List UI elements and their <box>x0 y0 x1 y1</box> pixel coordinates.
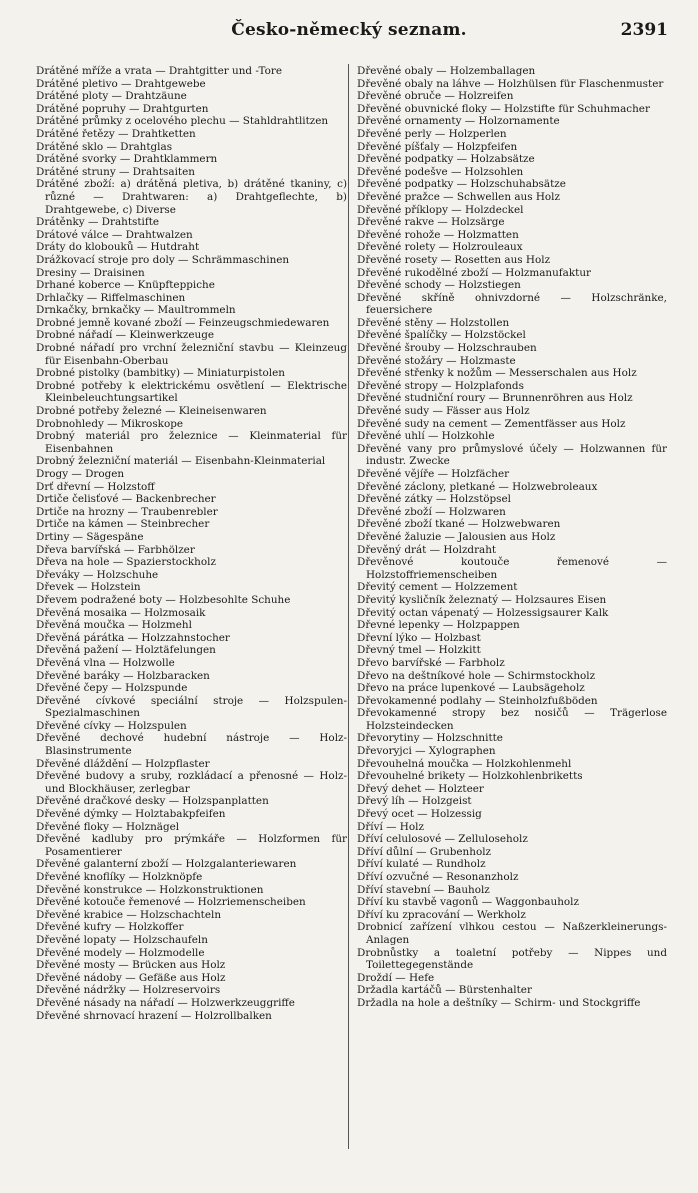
index-entry: Dřevěná párátka — Holzzahnstocher <box>36 631 230 644</box>
index-entry: Drobný materiál pro železnice — Kleinmaterial für Eisenbahnen <box>36 430 347 455</box>
index-entry: Drátěnky — Drahtstifte <box>36 216 160 229</box>
index-entry: Dřevěná moučka — Holzmehl <box>36 619 192 632</box>
index-entry: Drtiče čelisťové — Backenbrecher <box>36 493 216 506</box>
index-entry: Dřeva na hole — Spazierstockholz <box>36 556 216 569</box>
column-divider <box>348 64 349 1149</box>
index-entry: Dřevěné ornamenty — Holzornamente <box>357 115 560 128</box>
index-entry: Dřevěné knoflíky — Holzknöpfe <box>36 871 203 883</box>
index-entry: Drátěné pletivo — Drahtgewebe <box>36 77 206 90</box>
index-entry: Dřevěné obaly na láhve — Holzhülsen für Flaschenmuster <box>357 77 664 90</box>
index-entry: Dřevěné podešve — Holzsohlen <box>357 165 524 178</box>
index-entry: Drátěné řetězy — Drahtketten <box>36 127 196 140</box>
index-entry: Dřevěné zboží — Holzwaren <box>357 505 506 518</box>
index-entry: Dřevěné dračkové desky — Holzspanplatten <box>36 795 269 808</box>
index-entry: Dřevěné sudy — Fässer aus Holz <box>357 405 530 418</box>
index-entry: Dřevěné shrnovací hrazení — Holzrollbalken <box>36 1009 272 1022</box>
index-entry: Dřevoryjci — Xylographen <box>357 745 496 758</box>
index-entry: Drhané koberce — Knüpfteppiche <box>36 279 215 292</box>
page-number: 2391 <box>620 20 668 40</box>
index-entry: Dřeva barvířská — Farbhölzer <box>36 543 195 556</box>
index-entry: Drážkovací stroje pro doly — Schrämmaschinen <box>36 253 290 266</box>
index-entry: Dřevěné cívky — Holzspulen <box>36 719 187 732</box>
index-entry: Dřevý dehet — Holzteer <box>357 782 484 795</box>
index-entry: Dřevěné podpatky — Holzabsätze <box>357 153 535 166</box>
index-entry: Dřevěné vany pro průmyslové účely — Holzwannen für industr. Zwecke <box>357 442 667 468</box>
index-entry: Dřevěné žaluzie — Jalousien aus Holz <box>357 530 556 543</box>
index-entry: Drobnohledy — Mikroskope <box>36 417 184 430</box>
index-entry: Dřevěné násady na nářadí — Holzwerkzeuggriffe <box>36 996 295 1009</box>
index-entry: Dřevěné podpatky — Holzschuhabsätze <box>357 178 566 191</box>
index-entry: Dřevo na práce lupenkové — Laubsägeholz <box>357 682 585 695</box>
index-entry: Drobné potřeby železné — Kleineisenwaren <box>36 405 267 418</box>
index-entry: Dřevěné záclony, pletkané — Holzwebroleaux <box>357 480 598 493</box>
index-entry: Dřevěná vlna — Holzwolle <box>36 656 175 669</box>
index-entry: Drátěné svorky — Drahtklammern <box>36 153 218 166</box>
index-entry: Dřevěné galanterní zboží — Holzgalanteriewaren <box>36 858 297 871</box>
index-entry: Dřevěné špalíčky — Holzstöckel <box>357 329 526 342</box>
index-entry: Dřevěné skříně ohnivzdorné — Holzschränke, feuersichere <box>357 291 667 317</box>
index-entry: Dříví kulaté — Rundholz <box>357 858 486 871</box>
left-column <box>36 65 347 1022</box>
index-entry: Dřevěné perly — Holzperlen <box>357 127 507 140</box>
index-entry: Dřevné lepenky — Holzpappen <box>357 619 520 632</box>
index-entry: Dřevěné lopaty — Holzschaufeln <box>36 933 208 946</box>
page-header <box>0 20 698 46</box>
index-entry: Dřevěné stožáry — Holzmaste <box>357 354 516 367</box>
index-entry: Dřevěná pažení — Holztäfelungen <box>36 644 216 657</box>
index-entry: Drobné jemně kované zboží — Feinzeugschmiedewaren <box>36 316 330 329</box>
index-entry: Dříví ku zpracování — Werkholz <box>357 908 526 921</box>
index-entry: Drobné nářadí pro vrchní železniční stavbu — Kleinzeug für Eisenbahn-Oberbau <box>36 342 347 367</box>
index-entry: Drátěné průmky z ocelového plechu — Stahldrahtlitzen <box>36 115 329 128</box>
index-entry: Dřevěné kadluby pro prýmkáře — Holzformen für Posamentierer <box>36 833 347 858</box>
index-entry: Droždí — Hefe <box>357 971 435 984</box>
index-entry: Drtiče na kámen — Steinbrecher <box>36 518 210 531</box>
index-entry: Dřevokamenné stropy bez nosičů — Trägerlose Holzsteindecken <box>357 707 667 732</box>
index-entry: Drátěné popruhy — Drahtgurten <box>36 102 209 115</box>
index-entry: Dřevěnové koutouče řemenové — Holzstoffriemenscheiben <box>357 556 667 581</box>
index-entry: Dřevěné vějíře — Holzfächer <box>357 468 510 480</box>
index-entry: Dřevý líh — Holzgeist <box>357 795 472 808</box>
index-entry: Dřevěné obuvnické floky — Holzstifte für Schuhmacher <box>357 102 650 115</box>
index-entry: Drobný železniční materiál — Eisenbahn-Kleinmaterial <box>36 455 326 468</box>
index-entry: Dřevěné dechové hudební nástroje — Holz-Blasinstrumente <box>36 732 347 758</box>
index-entry: Drátěné ploty — Drahtzäune <box>36 90 187 103</box>
index-entry: Dřevný tmel — Holzkitt <box>357 644 481 657</box>
index-entry: Dřevěné rakve — Holzsärge <box>357 216 505 229</box>
index-entry: Dřevěné cívkové speciální stroje — Holzspulen-Spezialmaschinen <box>36 694 347 720</box>
index-entry: Dřevěné konstrukce — Holzkonstruktionen <box>36 883 264 896</box>
index-entry: Dřevěné zboží tkané — Holzwebwaren <box>357 518 561 531</box>
index-entry: Dřevěné příklopy — Holzdeckel <box>357 203 524 216</box>
index-entry: Dřevěné rosety — Rosetten aus Holz <box>357 253 551 266</box>
page-title: Česko-německý seznam. <box>231 20 467 40</box>
index-entry: Dřevěné kotouče řemenové — Holzriemenscheiben <box>36 896 306 909</box>
index-entry: Dřevorytiny — Holzschnitte <box>357 732 503 745</box>
index-entry: Drobnicí zařízení vlhkou cestou — Naßzerkleinerungs-Anlagen <box>357 921 667 946</box>
index-entry: Dřevý ocet — Holzessig <box>357 808 482 821</box>
index-entry: Drátěné mříže a vrata — Drahtgitter und -Tore <box>36 65 283 77</box>
index-entry: Drátové válce — Drahtwalzen <box>36 228 193 241</box>
index-entry: Drobné pistolky (bambitky) — Miniaturpistolen <box>36 367 285 380</box>
index-entry: Dřevěné šrouby — Holzschrauben <box>357 342 537 355</box>
index-entry: Drhlačky — Riffelmaschinen <box>36 291 186 304</box>
index-entry: Dřevěné studniční roury — Brunnenröhren aus Holz <box>357 392 633 405</box>
index-entry: Drogy — Drogen <box>36 468 125 480</box>
index-entry: Držadla kartáčů — Bürstenhalter <box>357 984 532 997</box>
index-entry: Dřevem podražené boty — Holzbesohlte Schuhe <box>36 593 291 606</box>
index-entry: Dřevěné rukodělné zboží — Holzmanufaktur <box>357 266 591 279</box>
index-entry: Dřevěné nádržky — Holzreservoirs <box>36 984 221 997</box>
index-entry: Dřevo barvířské — Farbholz <box>357 656 505 669</box>
index-entry: Dřevěné čepy — Holzspunde <box>36 682 188 695</box>
index-entry: Dřevěné střenky k nožům — Messerschalen aus Holz <box>357 367 637 380</box>
index-entry: Dřevěné rolety — Holzrouleaux <box>357 241 523 254</box>
index-entry: Dřevěné mosty — Brücken aus Holz <box>36 959 226 972</box>
index-entry: Dřevěné modely — Holzmodelle <box>36 946 205 959</box>
index-entry: Dřevěné zátky — Holzstöpsel <box>357 493 511 506</box>
index-entry: Drnkačky, brnkačky — Maultrommeln <box>36 304 236 317</box>
index-entry: Dřevo na deštníkové hole — Schirmstockholz <box>357 669 596 682</box>
index-entry: Drtiče na hrozny — Traubenrebler <box>36 505 218 518</box>
index-entry: Dříví ozvučné — Resonanzholz <box>357 871 519 883</box>
index-entry: Dřevěné dýmky — Holztabakpfeifen <box>36 808 226 821</box>
index-entry: Dřevěné uhlí — Holzkohle <box>357 430 495 443</box>
index-entry: Dříví stavební — Bauholz <box>357 883 490 896</box>
index-entry: Dřevěné pražce — Schwellen aus Holz <box>357 190 560 203</box>
index-entry: Dříví ku stavbě vagonů — Waggonbauholz <box>357 896 579 909</box>
index-entry: Drobnůstky a toaletní potřeby — Nippes und Toilettegegenstände <box>357 946 667 972</box>
index-entry: Dříví důlní — Grubenholz <box>357 845 491 858</box>
index-entry: Drobné potřeby k elektrickému osvětlení — Elektrische Kleinbeleuchtungsartikel <box>36 379 347 405</box>
index-entry: Držadla na hole a deštníky — Schirm- und Stockgriffe <box>357 996 641 1009</box>
index-entry: Dřevěné stropy — Holzplafonds <box>357 379 524 392</box>
index-entry: Dřevek — Holzstein <box>36 581 141 594</box>
index-entry: Dřevěná mosaika — Holzmosaik <box>36 606 206 619</box>
index-entry: Drobné nářadí — Kleinwerkzeuge <box>36 329 215 342</box>
index-entry: Dřevouhelná moučka — Holzkohlenmehl <box>357 757 572 770</box>
index-entry: Dřevěné baráky — Holzbaracken <box>36 669 210 682</box>
index-entry: Dřevitý octan vápenatý — Holzessigsaurer Kalk <box>357 606 609 619</box>
index-entry: Dřevěný drát — Holzdraht <box>357 543 497 556</box>
index-entry: Dříví celulosové — Zelluloseholz <box>357 833 528 846</box>
index-entry: Dřevěné kufry — Holzkoffer <box>36 921 184 934</box>
index-entry: Drátěné struny — Drahtsaiten <box>36 165 195 178</box>
index-entry: Dřevěné obaly — Holzemballagen <box>357 65 536 77</box>
index-entry: Dřevěné floky — Holznägel <box>36 820 180 833</box>
index-entry: Dřevěné dláždění — Holzpflaster <box>36 757 210 770</box>
index-entry: Dřevokamenné podlahy — Steinholzfußböden <box>357 694 598 707</box>
index-entry: Drátěné zboží: a) drátěná pletiva, b) drátěné tkaniny, c) různé — Drahtwaren: a) Drahtgeflechte, b) Drahtgewebe, c) Diverse <box>36 178 347 216</box>
index-entry: Dřevitý cement — Holzzement <box>357 581 518 594</box>
index-entry: Dřevěné krabice — Holzschachteln <box>36 908 222 921</box>
index-entry: Drtiny — Sägespäne <box>36 530 144 543</box>
index-entry: Dřeváky — Holzschuhe <box>36 568 159 581</box>
index-entry: Dřevěné schody — Holzstiegen <box>357 279 521 292</box>
index-entry: Dřevěné píšťaly — Holzpfeifen <box>357 140 518 153</box>
index-entry: Dřevěné nádoby — Gefäße aus Holz <box>36 971 226 984</box>
index-entry: Dřevěné obruče — Holzreifen <box>357 90 514 103</box>
index-entry: Dřevěné sudy na cement — Zementfässer aus Holz <box>357 417 626 430</box>
index-entry: Dřevěné stěny — Holzstollen <box>357 316 510 329</box>
index-entry: Dřevouhelné brikety — Holzkohlenbriketts <box>357 770 583 783</box>
index-entry: Dřevěné rohože — Holzmatten <box>357 228 519 241</box>
right-column <box>357 65 667 1010</box>
index-entry: Drť dřevní — Holzstoff <box>36 480 155 493</box>
index-entry: Dřevěné budovy a sruby, rozkládací a přenosné — Holz- und Blockhäuser, zerlegbar <box>36 770 347 795</box>
index-entry: Drátěné sklo — Drahtglas <box>36 140 173 153</box>
index-entry: Dresiny — Draisinen <box>36 266 145 279</box>
index-entry: Dřevní lýko — Holzbast <box>357 631 481 644</box>
index-entry: Dráty do klobouků — Hutdraht <box>36 241 200 254</box>
index-entry: Dřevitý kysličník železnatý — Holzsaures Eisen <box>357 593 607 606</box>
index-entry: Dříví — Holz <box>357 820 424 833</box>
